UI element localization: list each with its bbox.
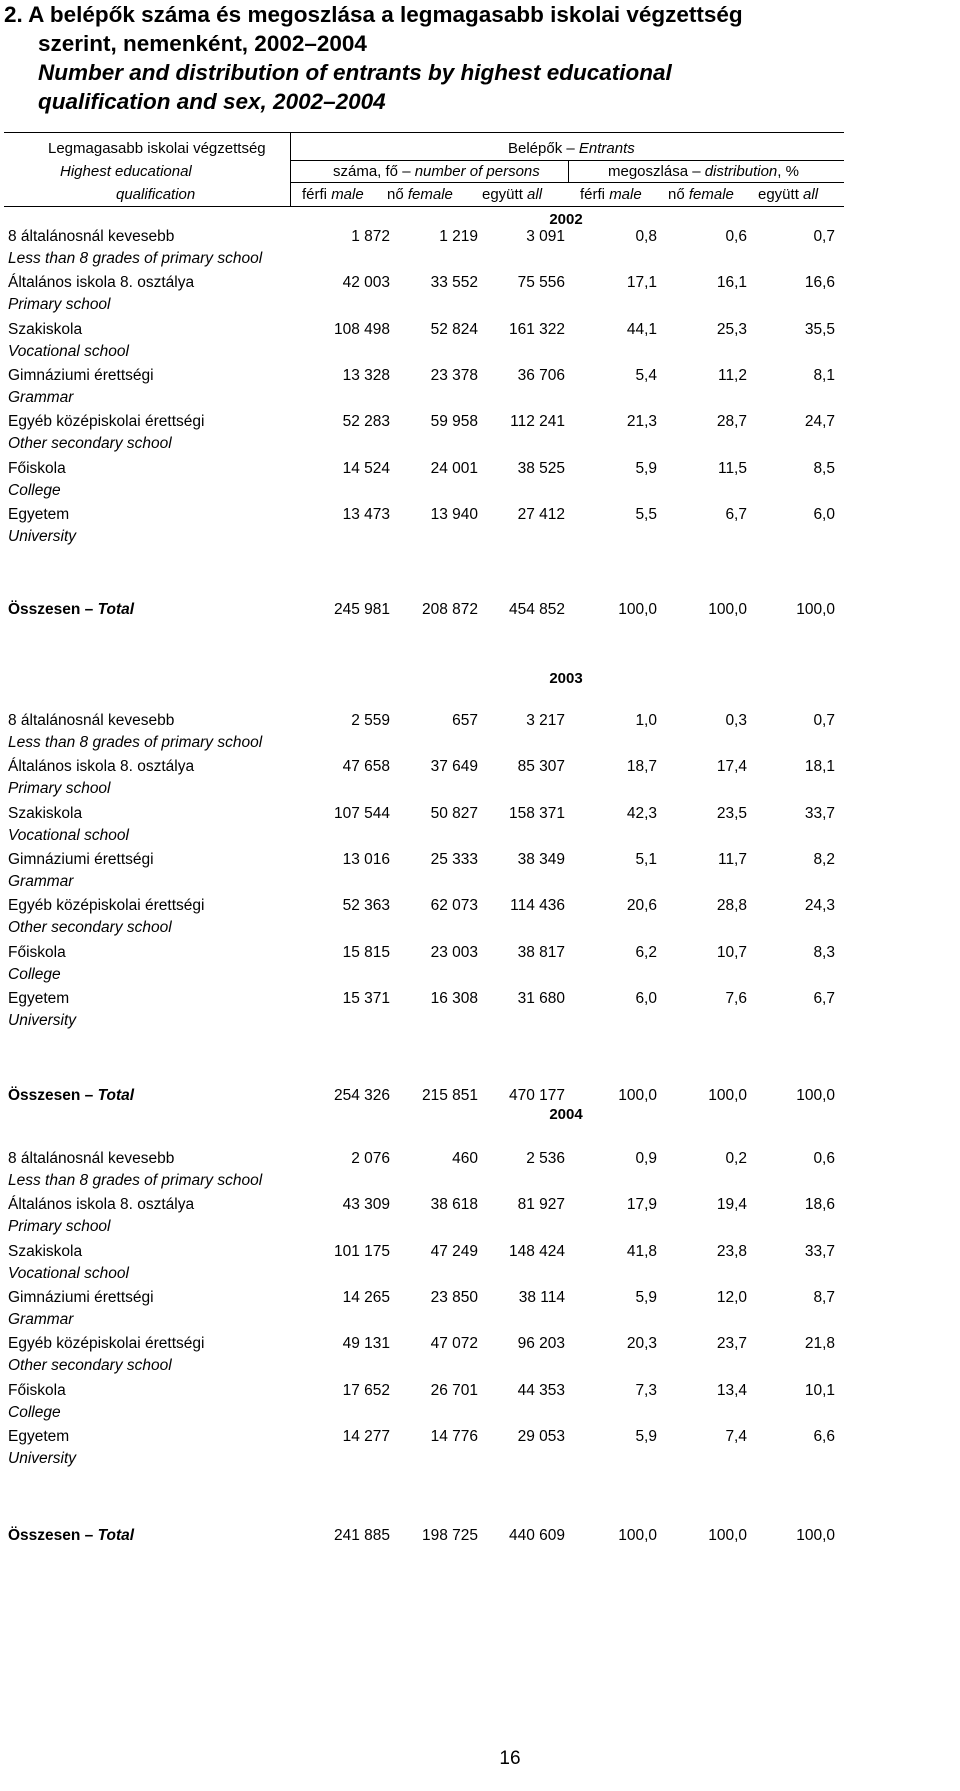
table-cell: 44,1 [626,321,657,338]
table-cell: 8,7 [813,1289,835,1306]
table-cell: 2 559 [351,712,390,729]
row-label-en: Vocational school [8,827,129,844]
table-row [0,460,960,486]
table-cell: 20,6 [626,897,657,914]
table-cell: 27 412 [517,506,565,523]
table-cell: 81 927 [517,1196,565,1213]
table-cell: 52 363 [342,897,390,914]
table-row [0,1289,960,1315]
table-cell: 15 371 [342,990,390,1007]
table-cell: 62 073 [430,897,478,914]
table-cell: 10,1 [804,1382,835,1399]
table-cell: 16,1 [716,274,747,291]
total-cell: 215 851 [421,1087,478,1104]
table-cell: 5,4 [635,367,657,384]
table-cell: 7,4 [725,1428,747,1445]
table-cell: 18,6 [804,1196,835,1213]
table-row [0,274,960,300]
row-label-en: Vocational school [8,1265,129,1282]
table-cell: 38 618 [430,1196,478,1213]
total-row [0,1087,960,1113]
table-cell: 21,8 [804,1335,835,1352]
table-cell: 18,1 [804,758,835,775]
table-row [0,758,960,784]
title-hu-line1: 2. A belépők száma és megoszlása a legmagasabb iskolai végzettség [4,2,743,27]
table-cell: 460 [452,1150,478,1167]
table-cell: 41,8 [626,1243,657,1260]
table-cell: 1 872 [351,228,390,245]
table-cell: 13 940 [430,506,478,523]
row-label-hu: Gimnáziumi érettségi [8,367,154,384]
table-cell: 108 498 [333,321,390,338]
table-cell: 17,9 [626,1196,657,1213]
header-subdivider [568,160,569,182]
table-cell: 31 680 [517,990,565,1007]
header-divider [290,132,291,206]
total-cell: 100,0 [796,601,835,618]
table-cell: 0,6 [725,228,747,245]
total-cell: 100,0 [796,1527,835,1544]
row-label-en: University [8,1450,77,1467]
row-label-en: College [8,482,61,499]
total-cell: 100,0 [708,1087,747,1104]
header-qual-en2: qualification [116,186,196,203]
table-cell: 14 776 [430,1428,478,1445]
table-cell: 23,7 [716,1335,747,1352]
table-cell: 75 556 [517,274,565,291]
total-cell: 100,0 [796,1087,835,1104]
header-all-1: együtt all [482,186,543,203]
table-row [0,506,960,532]
total-label [8,1087,134,1105]
table-cell: 50 827 [430,805,478,822]
table-cell: 43 309 [342,1196,390,1213]
row-label-en: College [8,1404,61,1421]
row-label-hu: Egyéb középiskolai érettségi [8,897,205,914]
total-row [0,1527,960,1553]
table-cell: 47 072 [430,1335,478,1352]
table-cell: 2 536 [526,1150,565,1167]
row-label-hu: Főiskola [8,1382,66,1399]
header-top-rule [4,132,844,133]
table-row [0,990,960,1016]
table-cell: 7,6 [725,990,747,1007]
row-label-hu: Egyetem [8,990,70,1007]
table-cell: 1 219 [439,228,478,245]
table-cell: 0,7 [813,228,835,245]
table-cell: 158 371 [508,805,565,822]
total-cell: 440 609 [508,1527,565,1544]
table-cell: 1,0 [635,712,657,729]
title-en-line1: Number and distribution of entrants by highest educational [38,60,672,85]
row-label-hu: 8 általánosnál kevesebb [8,712,175,729]
total-label [8,601,134,619]
table-cell: 8,3 [813,944,835,961]
table-cell: 38 817 [517,944,565,961]
row-label-en: Other secondary school [8,1357,172,1374]
table-cell: 12,0 [716,1289,747,1306]
table-cell: 3 217 [526,712,565,729]
table-cell: 24 001 [430,460,478,477]
table-cell: 24,3 [804,897,835,914]
table-cell: 25 333 [430,851,478,868]
table-cell: 21,3 [626,413,657,430]
table-cell: 38 349 [517,851,565,868]
table-cell: 8,2 [813,851,835,868]
row-label-hu: Gimnáziumi érettségi [8,851,154,868]
total-label-en: Total [97,601,135,618]
header-distribution: megoszlása – distribution, % [608,163,799,180]
total-cell: 454 852 [508,601,565,618]
table-row [0,367,960,393]
row-label-en: College [8,966,61,983]
table-cell: 25,3 [716,321,747,338]
table-cell: 0,8 [635,228,657,245]
table-cell: 101 175 [333,1243,390,1260]
row-label-en: Grammar [8,1311,74,1328]
total-cell: 254 326 [333,1087,390,1104]
table-cell: 11,7 [717,851,747,868]
table-cell: 6,2 [635,944,657,961]
table-row [0,1428,960,1454]
row-label-hu: Egyetem [8,1428,70,1445]
header-male-2: férfi male [580,186,642,203]
total-label-en: Total [97,1087,135,1104]
row-label-hu: Főiskola [8,944,66,961]
total-cell: 198 725 [421,1527,478,1544]
total-cell: 100,0 [618,601,657,618]
table-cell: 6,0 [813,506,835,523]
table-cell: 38 525 [517,460,565,477]
table-cell: 52 283 [342,413,390,430]
total-cell: 100,0 [708,601,747,618]
row-label-hu: Általános iskola 8. osztálya [8,1196,195,1213]
table-cell: 14 524 [342,460,390,477]
table-cell: 0,9 [635,1150,657,1167]
table-cell: 17 652 [342,1382,390,1399]
header-entrants: Belépők – Entrants [508,140,635,157]
table-cell: 33 552 [430,274,478,291]
header-mid-rule [290,160,844,161]
year-heading: 2004 [549,1106,583,1123]
row-label-hu: 8 általánosnál kevesebb [8,228,175,245]
row-label-en: University [8,1012,77,1029]
table-cell: 161 322 [508,321,565,338]
page-number: 16 [499,1748,521,1769]
header-qual-en1: Highest educational [60,163,192,180]
header-sub-rule [290,182,844,183]
total-label-hu: Összesen – [8,601,98,618]
total-cell: 241 885 [333,1527,390,1544]
table-cell: 5,1 [635,851,657,868]
row-label-hu: Szakiskola [8,321,83,338]
table-row [0,321,960,347]
header-female-1: nő female [387,186,453,203]
row-label-en: Primary school [8,780,111,797]
total-label-hu: Összesen – [8,1527,98,1544]
row-label-en: Grammar [8,389,74,406]
table-cell: 26 701 [430,1382,478,1399]
table-cell: 24,7 [804,413,835,430]
table-cell: 17,4 [716,758,747,775]
table-cell: 38 114 [518,1289,565,1306]
table-cell: 42,3 [626,805,657,822]
table-cell: 13 473 [342,506,390,523]
total-label-hu: Összesen – [8,1087,98,1104]
table-row [0,851,960,877]
row-label-en: Vocational school [8,343,129,360]
total-cell: 100,0 [618,1527,657,1544]
table-cell: 14 265 [342,1289,390,1306]
table-cell: 15 815 [342,944,390,961]
total-cell: 245 981 [333,601,390,618]
title-en-line2: qualification and sex, 2002–2004 [38,89,386,114]
table-cell: 96 203 [517,1335,565,1352]
row-label-en: Other secondary school [8,435,172,452]
row-label-hu: Általános iskola 8. osztálya [8,758,195,775]
table-cell: 16,6 [804,274,835,291]
table-cell: 8,5 [813,460,835,477]
total-cell: 208 872 [421,601,478,618]
table-cell: 2 076 [351,1150,390,1167]
row-label-hu: Egyéb középiskolai érettségi [8,413,205,430]
row-label-hu: Gimnáziumi érettségi [8,1289,154,1306]
row-label-en: Primary school [8,296,111,313]
table-cell: 19,4 [716,1196,747,1213]
table-cell: 23,8 [716,1243,747,1260]
table-title [0,0,743,116]
row-label-hu: Szakiskola [8,1243,83,1260]
title-hu-line2: szerint, nemenként, 2002–2004 [38,31,367,56]
table-row [0,805,960,831]
header-qual-hu: Legmagasabb iskolai végzettség [48,140,266,157]
table-cell: 6,7 [725,506,747,523]
row-label-en: University [8,528,77,545]
table-cell: 5,9 [635,1289,657,1306]
year-heading: 2002 [549,211,583,228]
header-male-1: férfi male [302,186,364,203]
table-cell: 23 378 [430,367,478,384]
table-cell: 35,5 [804,321,835,338]
total-cell: 470 177 [508,1087,565,1104]
header-bottom-rule [4,206,844,207]
total-label [8,1527,134,1545]
table-cell: 112 241 [510,413,565,430]
table-cell: 85 307 [517,758,565,775]
table-cell: 23,5 [716,805,747,822]
row-label-en: Less than 8 grades of primary school [8,1172,263,1189]
row-label-en: Other secondary school [8,919,172,936]
table-row [0,944,960,970]
table-cell: 0,6 [813,1150,835,1167]
table-cell: 33,7 [804,1243,835,1260]
row-label-hu: 8 általánosnál kevesebb [8,1150,175,1167]
table-cell: 28,8 [716,897,747,914]
table-cell: 23 850 [430,1289,478,1306]
total-row [0,601,960,627]
total-cell: 100,0 [708,1527,747,1544]
table-cell: 49 131 [342,1335,390,1352]
table-cell: 0,3 [725,712,747,729]
table-cell: 36 706 [517,367,565,384]
row-label-hu: Egyéb középiskolai érettségi [8,1335,205,1352]
table-cell: 16 308 [430,990,478,1007]
table-cell: 28,7 [716,413,747,430]
year-heading: 2003 [549,670,583,687]
table-cell: 17,1 [626,274,657,291]
table-cell: 5,9 [635,1428,657,1445]
table-cell: 33,7 [804,805,835,822]
table-cell: 5,5 [635,506,657,523]
table-row [0,1243,960,1269]
table-cell: 29 053 [517,1428,565,1445]
row-label-en: Less than 8 grades of primary school [8,250,263,267]
table-cell: 3 091 [526,228,565,245]
row-label-en: Primary school [8,1218,111,1235]
table-cell: 6,7 [813,990,835,1007]
table-cell: 20,3 [626,1335,657,1352]
total-label-en: Total [97,1527,135,1544]
table-cell: 10,7 [716,944,747,961]
table-cell: 7,3 [635,1382,657,1399]
table-cell: 6,0 [635,990,657,1007]
table-cell: 0,7 [813,712,835,729]
table-cell: 11,5 [717,460,747,477]
row-label-hu: Általános iskola 8. osztálya [8,274,195,291]
table-cell: 47 658 [342,758,390,775]
table-cell: 5,9 [635,460,657,477]
table-row [0,1196,960,1222]
table-cell: 11,2 [717,367,747,384]
header-all-2: együtt all [758,186,819,203]
table-cell: 14 277 [342,1428,390,1445]
table-cell: 42 003 [342,274,390,291]
table-cell: 0,2 [725,1150,747,1167]
table-cell: 23 003 [430,944,478,961]
table-cell: 52 824 [430,321,478,338]
table-cell: 13 016 [342,851,390,868]
header-female-2: nő female [668,186,734,203]
table-cell: 37 649 [430,758,478,775]
table-cell: 59 958 [430,413,478,430]
table-cell: 114 436 [510,897,565,914]
table-cell: 47 249 [430,1243,478,1260]
row-label-en: Less than 8 grades of primary school [8,734,263,751]
table-cell: 657 [452,712,478,729]
table-cell: 107 544 [333,805,390,822]
row-label-hu: Egyetem [8,506,70,523]
table-cell: 13,4 [716,1382,747,1399]
header-number: száma, fő – number of persons [333,163,540,180]
table-cell: 148 424 [508,1243,565,1260]
row-label-hu: Főiskola [8,460,66,477]
total-cell: 100,0 [618,1087,657,1104]
table-cell: 8,1 [813,367,835,384]
table-row [0,1382,960,1408]
table-cell: 6,6 [813,1428,835,1445]
table-cell: 18,7 [626,758,657,775]
table-cell: 44 353 [517,1382,565,1399]
row-label-hu: Szakiskola [8,805,83,822]
table-cell: 13 328 [342,367,390,384]
row-label-en: Grammar [8,873,74,890]
